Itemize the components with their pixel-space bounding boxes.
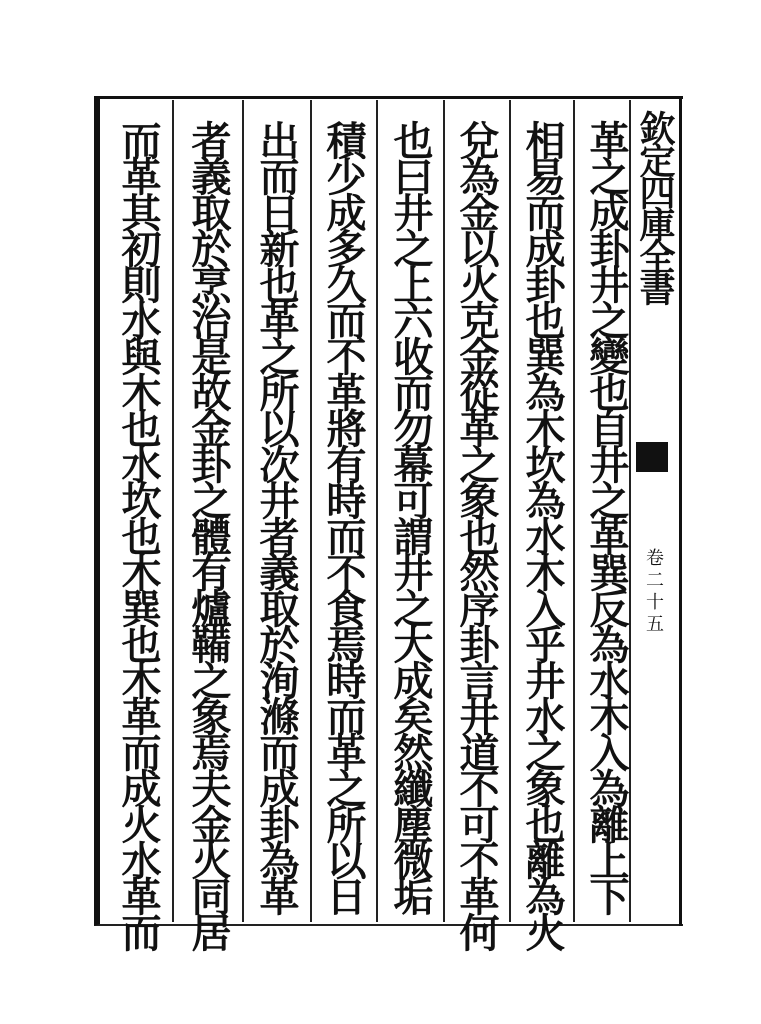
volume-number: 卷二十五 [643, 548, 664, 636]
text-column-7: 者義取於烹治是故金卦之體有爐鞴之象焉夫金火同居 [185, 120, 232, 948]
page-header-column [632, 108, 678, 918]
text-column-1: 革之成卦井之變也自井之革巽反為水木入為離上下 [583, 120, 630, 912]
text-column-8: 而革其初則水與木也水坎也木巽也木革而成火水革而 [115, 120, 162, 948]
text-column-4: 也曰井之上六收而勿幕可謂井之大成矣然纖塵微垢 [387, 120, 434, 912]
column-rule [172, 100, 174, 922]
column-rule [573, 100, 575, 922]
column-rule [310, 100, 312, 922]
text-column-3: 兌為金以火克金從革之象也然序卦言井道不可不革何 [453, 120, 500, 948]
text-column-5: 積少成多久而不革將有時而不食焉時而革之所以日 [320, 120, 367, 912]
fishtail-mark [636, 442, 668, 472]
column-rule [443, 100, 445, 922]
column-rule [509, 100, 511, 922]
text-column-2: 相易而成卦也巽為木坎為水木入乎井水之象也離為火 [519, 120, 566, 948]
text-column-6: 出而日新也革之所以次井者義取於洵滌而成卦為革 [253, 120, 300, 912]
book-title: 欽定四庫全書 [634, 110, 676, 302]
frame-right-border [679, 96, 682, 926]
column-rule [242, 100, 244, 922]
column-rule [376, 100, 378, 922]
